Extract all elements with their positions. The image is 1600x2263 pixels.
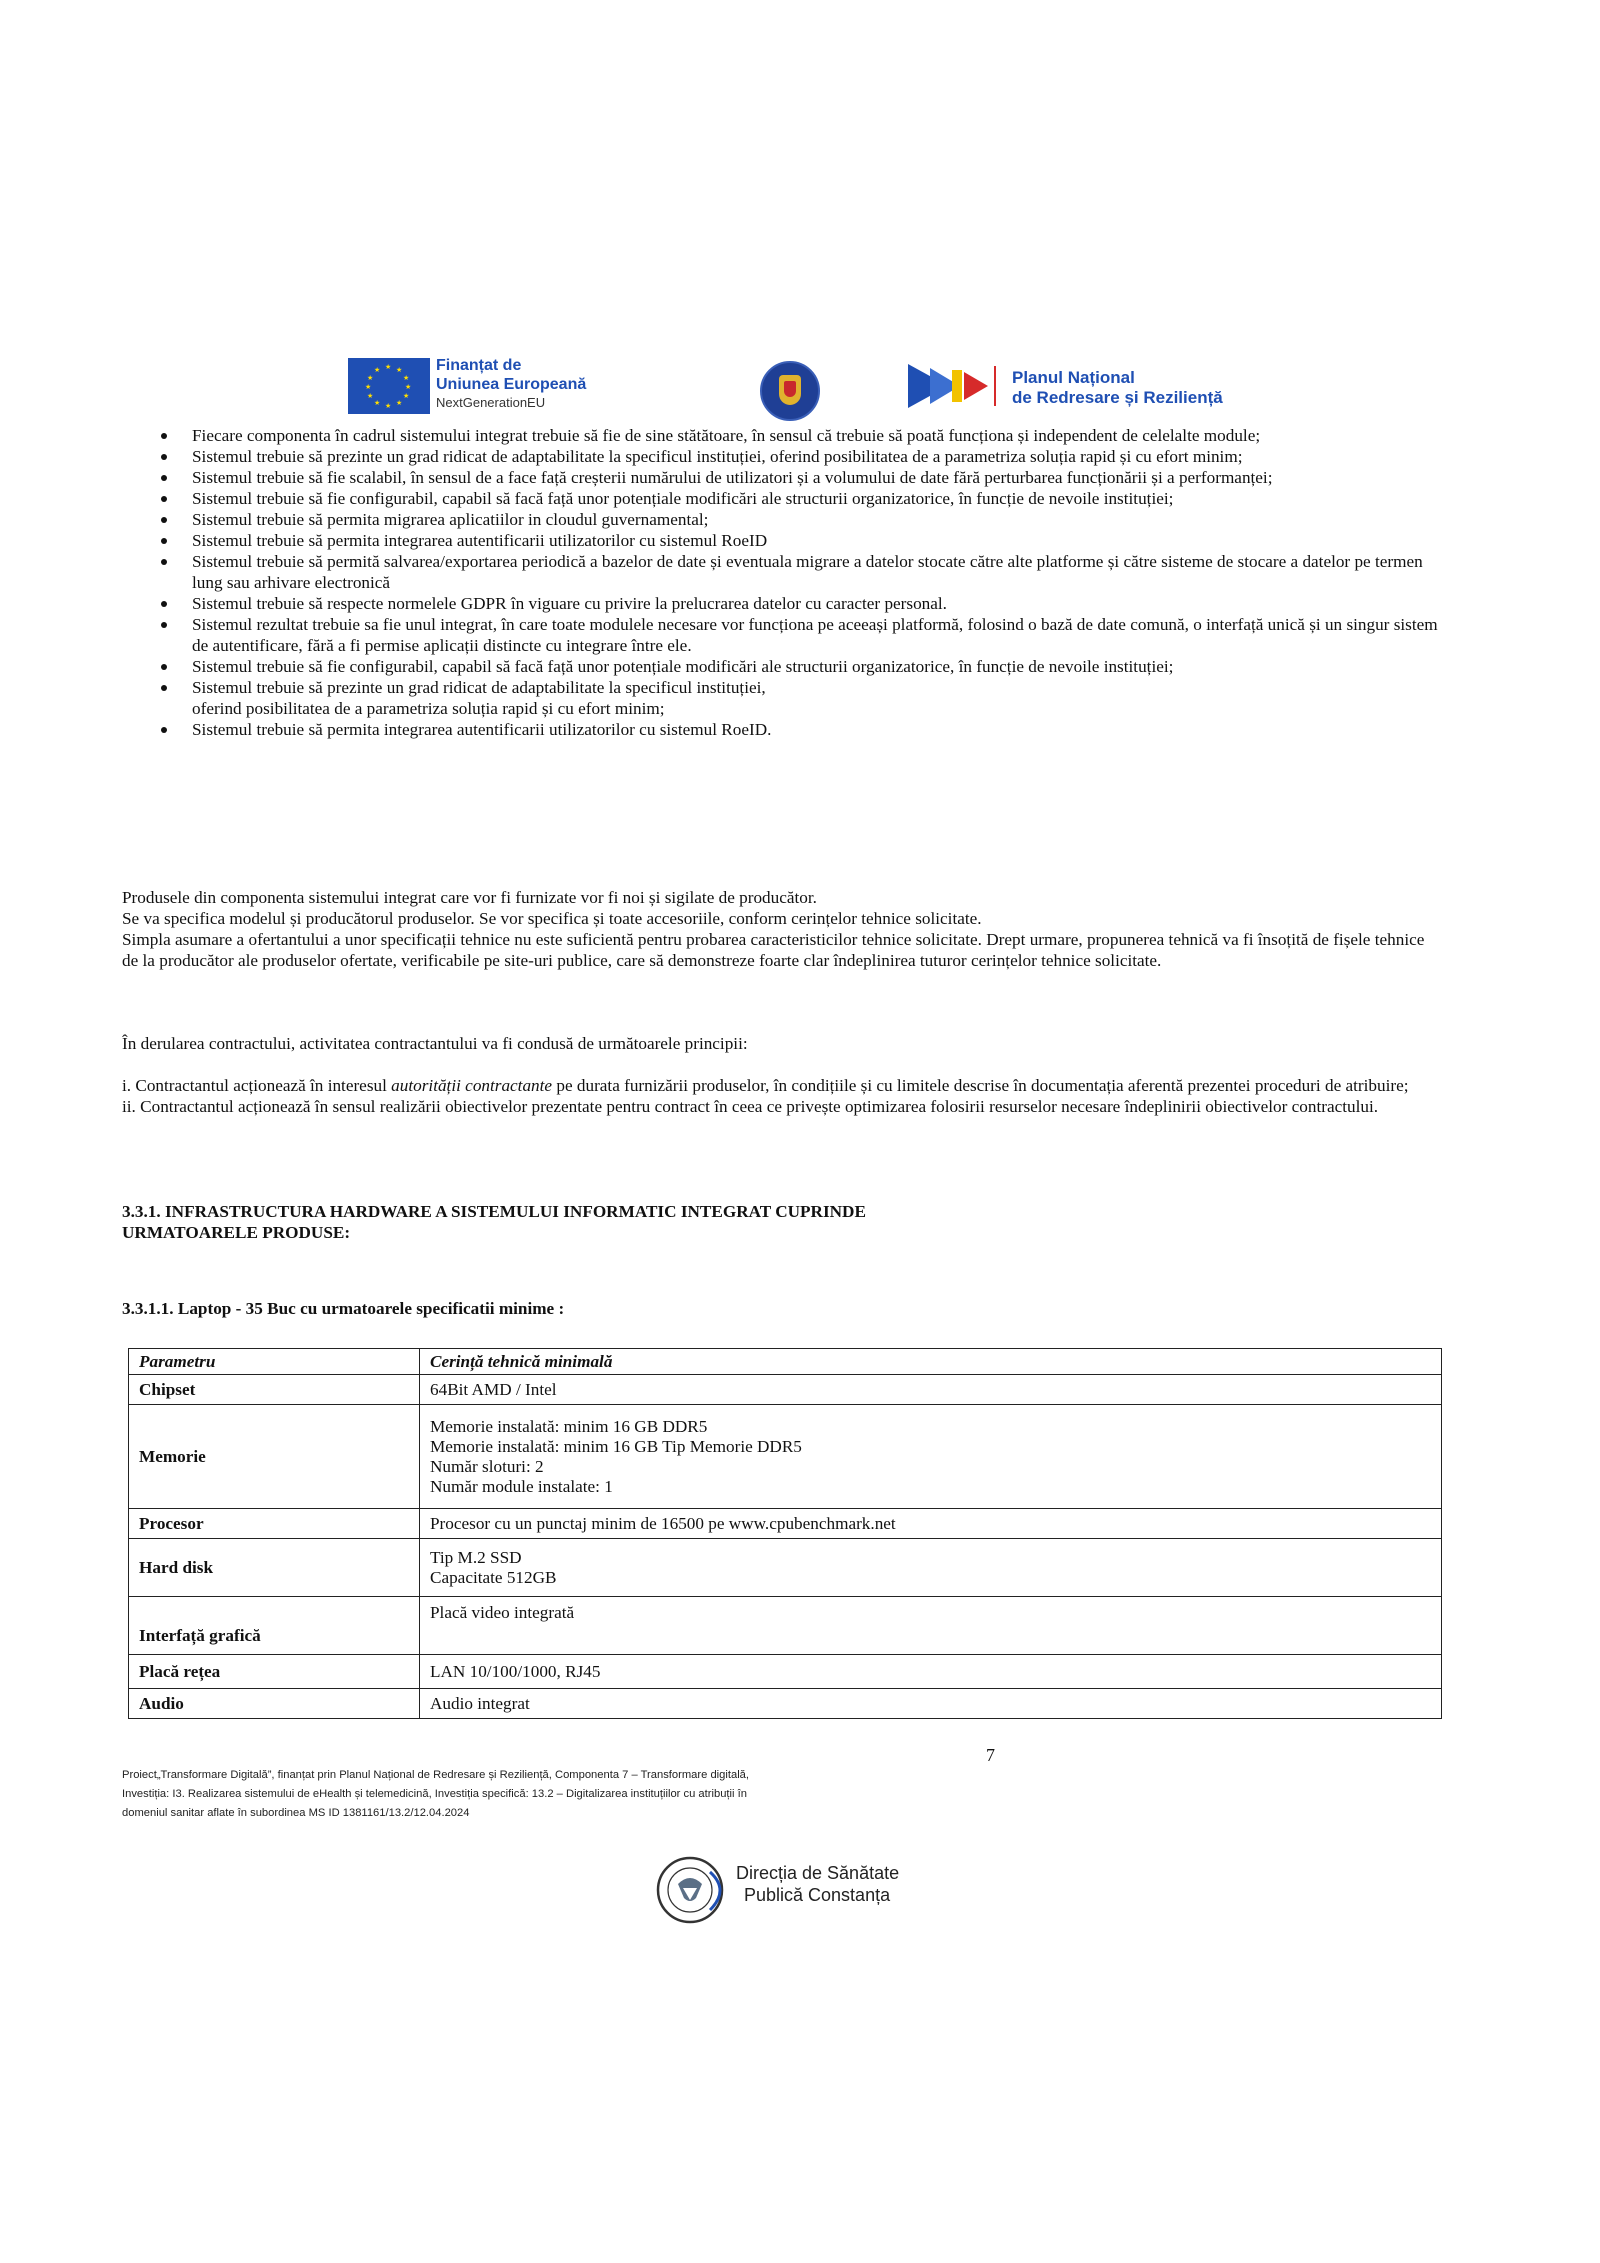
value-line: Tip M.2 SSD <box>430 1547 522 1567</box>
list-item: Sistemul trebuie să permită salvarea/exportarea periodică a bazelor de date și eventuala migrare a datelor stocate către alte platforme și către sisteme de stocare a datelor pe termen lung sau arhivare electronică <box>152 551 1452 593</box>
param-cell: Interfață grafică <box>129 1597 420 1655</box>
value-line: 64Bit AMD / Intel <box>430 1379 557 1399</box>
heading-line: 3.3.1. INFRASTRUCTURA HARDWARE A SISTEMULUI INFORMATIC INTEGRAT CUPRINDE <box>122 1202 866 1221</box>
value-line: Număr sloturi: 2 <box>430 1456 544 1476</box>
list-item: Sistemul trebuie să fie configurabil, capabil să facă față unor potențiale modificări ale structurii organizatorice, în funcție de nevoile instituției; <box>152 656 1452 677</box>
table-header-cell: Cerință tehnică minimală <box>420 1349 1442 1375</box>
paragraph-line: Se va specifica modelul și producătorul produselor. Se vor specifica și toate accesoriile, conform cerințelor tehnice solicitate. <box>122 909 982 928</box>
value-line: Memorie instalată: minim 16 GB Tip Memorie DDR5 <box>430 1436 802 1456</box>
list-item: Sistemul trebuie să fie configurabil, capabil să facă față unor potențiale modificări ale structurii organizatorice, în funcție de nevoile instituției; <box>152 488 1452 509</box>
paragraph-line: Produsele din componenta sistemului integrat care vor fi furnizate vor fi noi și sigilate de producător. <box>122 888 817 907</box>
value-line: Capacitate 512GB <box>430 1567 557 1587</box>
table-header-row <box>129 1349 1442 1375</box>
list-item: Sistemul trebuie să prezinte un grad ridicat de adaptabilitate la specificul instituției, oferind posibilitatea de a parametriza soluția rapid și cu efort minim; <box>152 446 1452 467</box>
principle-i-text-end: pe durata furnizării produselor, în condițiile și cu limitele descrise în documentația aferentă prezentei proceduri de atribuire; <box>552 1076 1409 1095</box>
list-item: Sistemul trebuie să permita integrarea autentificarii utilizatorilor cu sistemul RoeID. <box>152 719 1452 740</box>
principle-i-text: i. Contractantul acționează în interesul <box>122 1076 392 1095</box>
value-line: Placă video integrată <box>430 1603 575 1622</box>
dsp-line-1: Direcția de Sănătate <box>736 1863 900 1883</box>
table-row <box>129 1655 1442 1689</box>
table-header-cell: Parametru <box>129 1349 420 1375</box>
list-item: Sistemul trebuie să permita migrarea aplicatiilor in cloudul guvernamental; <box>152 509 1452 530</box>
table-row <box>129 1597 1442 1655</box>
footer-line: Investiția: I3. Realizarea sistemului de eHealth și telemedicină, Investiția specifică: 13.2 – Digitalizarea instituțiilor cu atribuții în <box>122 1788 747 1800</box>
param-cell: Procesor <box>129 1509 420 1539</box>
value-line: Memorie instalată: minim 16 GB DDR5 <box>430 1416 708 1436</box>
param-cell: Placă rețea <box>129 1655 420 1689</box>
table-row <box>129 1689 1442 1719</box>
list-item: Sistemul trebuie să permita integrarea autentificarii utilizatorilor cu sistemul RoeID <box>152 530 1452 551</box>
section-heading-3-3-1 <box>122 1201 1444 1243</box>
table-row <box>129 1509 1442 1539</box>
footer-line: domeniul sanitar aflate în subordinea MS ID 1381161/13.2/12.04.2024 <box>122 1807 470 1819</box>
project-footer <box>122 1766 1002 1823</box>
list-item: Sistemul trebuie să fie scalabil, în sensul de a face față creșterii numărului de utilizatori și a volumului de date fără perturbarea funcționării și a performanței; <box>152 467 1452 488</box>
paragraph-line: Simpla asumare a ofertantului a unor specificații tehnice nu este suficientă pentru probarea caracteristicilor tehnice solicitate. Drept urmare, propunerea tehnică va fi însoțită de fișele tehnice de la producător ale produselor ofertate, verificabile pe site-uri publice, care să demonstreze foarte clar îndeplinirea tuturor cerințelor tehnice solicitate. <box>122 930 1425 970</box>
value-cell <box>420 1655 1442 1689</box>
list-item: Fiecare componenta în cadrul sistemului integrat trebuie să fie de sine stătătoare, în sensul că trebuie să poată funcționa și independent de celelalte module; <box>152 425 1452 446</box>
value-cell <box>420 1689 1442 1719</box>
eu-line-1: Finanțat de <box>436 357 522 374</box>
pnrr-logo <box>908 362 1004 410</box>
footer-line: Proiect„Transformare Digitală”, finanțat prin Planul Național de Redresare și Reziliență, Componenta 7 – Transformare digitală, <box>122 1769 750 1781</box>
pnrr-line-2: de Redresare și Reziliență <box>1012 388 1223 407</box>
value-line: Procesor cu un punctaj minim de 16500 pe www.cpubenchmark.net <box>430 1513 896 1533</box>
value-line: LAN 10/100/1000, RJ45 <box>430 1661 601 1681</box>
eu-line-3: NextGenerationEU <box>436 395 546 410</box>
value-cell <box>420 1375 1442 1405</box>
heading-line: URMATOARELE PRODUSE: <box>122 1223 351 1242</box>
value-line: Număr module instalate: 1 <box>430 1476 613 1496</box>
list-item: Sistemul trebuie să respecte normelele GDPR în viguare cu privire la prelucrarea datelor cu caracter personal. <box>152 593 1452 614</box>
pnrr-label <box>1012 368 1223 408</box>
section-heading-3-3-1-1: 3.3.1.1. Laptop - 35 Buc cu urmatoarele specificatii minime : <box>122 1299 565 1318</box>
laptop-spec-table <box>128 1348 1442 1719</box>
romanian-government-emblem <box>760 361 820 421</box>
table-row <box>129 1375 1442 1405</box>
eu-flag-logo: ★ ★ ★ ★ ★ ★ ★ ★ ★ ★ ★ ★ <box>348 358 430 414</box>
list-item-line: Sistemul trebuie să prezinte un grad ridicat de adaptabilitate la specificul instituției, <box>192 678 766 697</box>
pnrr-line-1: Planul Național <box>1012 368 1135 387</box>
principles-intro: În derularea contractului, activitatea contractantului va fi condusă de următoarele principii: <box>122 1034 748 1053</box>
value-line: Audio integrat <box>430 1693 530 1713</box>
page-number: 7 <box>986 1745 995 1765</box>
value-cell <box>420 1405 1442 1509</box>
table-row <box>129 1539 1442 1597</box>
principles-paragraph <box>122 1075 1444 1117</box>
value-cell <box>420 1597 1442 1655</box>
value-cell <box>420 1539 1442 1597</box>
param-cell: Memorie <box>129 1405 420 1509</box>
dsp-constanta-logo <box>650 1854 736 1926</box>
requirements-list <box>152 425 1452 740</box>
dsp-constanta-label <box>736 1862 899 1906</box>
eu-line-2: Uniunea Europeană <box>436 376 587 393</box>
table-row <box>129 1405 1442 1509</box>
principle-ii: ii. Contractantul acționează în sensul realizării obiectivelor prezentate pentru contract în ceea ce privește optimizarea folosirii resurselor necesare îndeplinirii obiectivelor contractului. <box>122 1097 1379 1116</box>
param-cell: Audio <box>129 1689 420 1719</box>
dsp-line-2: Publică Constanța <box>744 1885 891 1905</box>
products-paragraph <box>122 887 1444 971</box>
value-cell <box>420 1509 1442 1539</box>
principle-i <box>122 1075 1444 1096</box>
principle-i-italic: autorității contractante <box>391 1076 553 1095</box>
list-item: Sistemul rezultat trebuie sa fie unul integrat, în care toate modulele necesare vor funcționa pe aceeași platformă, folosind o bază de date comună, o interfață unică și un singur sistem de autentificare, fără a fi permise aplicații distincte cu integrare între ele. <box>152 614 1452 656</box>
param-cell: Chipset <box>129 1375 420 1405</box>
param-cell: Hard disk <box>129 1539 420 1597</box>
eu-funding-label <box>436 356 586 412</box>
list-item <box>152 677 1452 719</box>
list-item-line: oferind posibilitatea de a parametriza soluția rapid și cu efort minim; <box>192 699 665 718</box>
